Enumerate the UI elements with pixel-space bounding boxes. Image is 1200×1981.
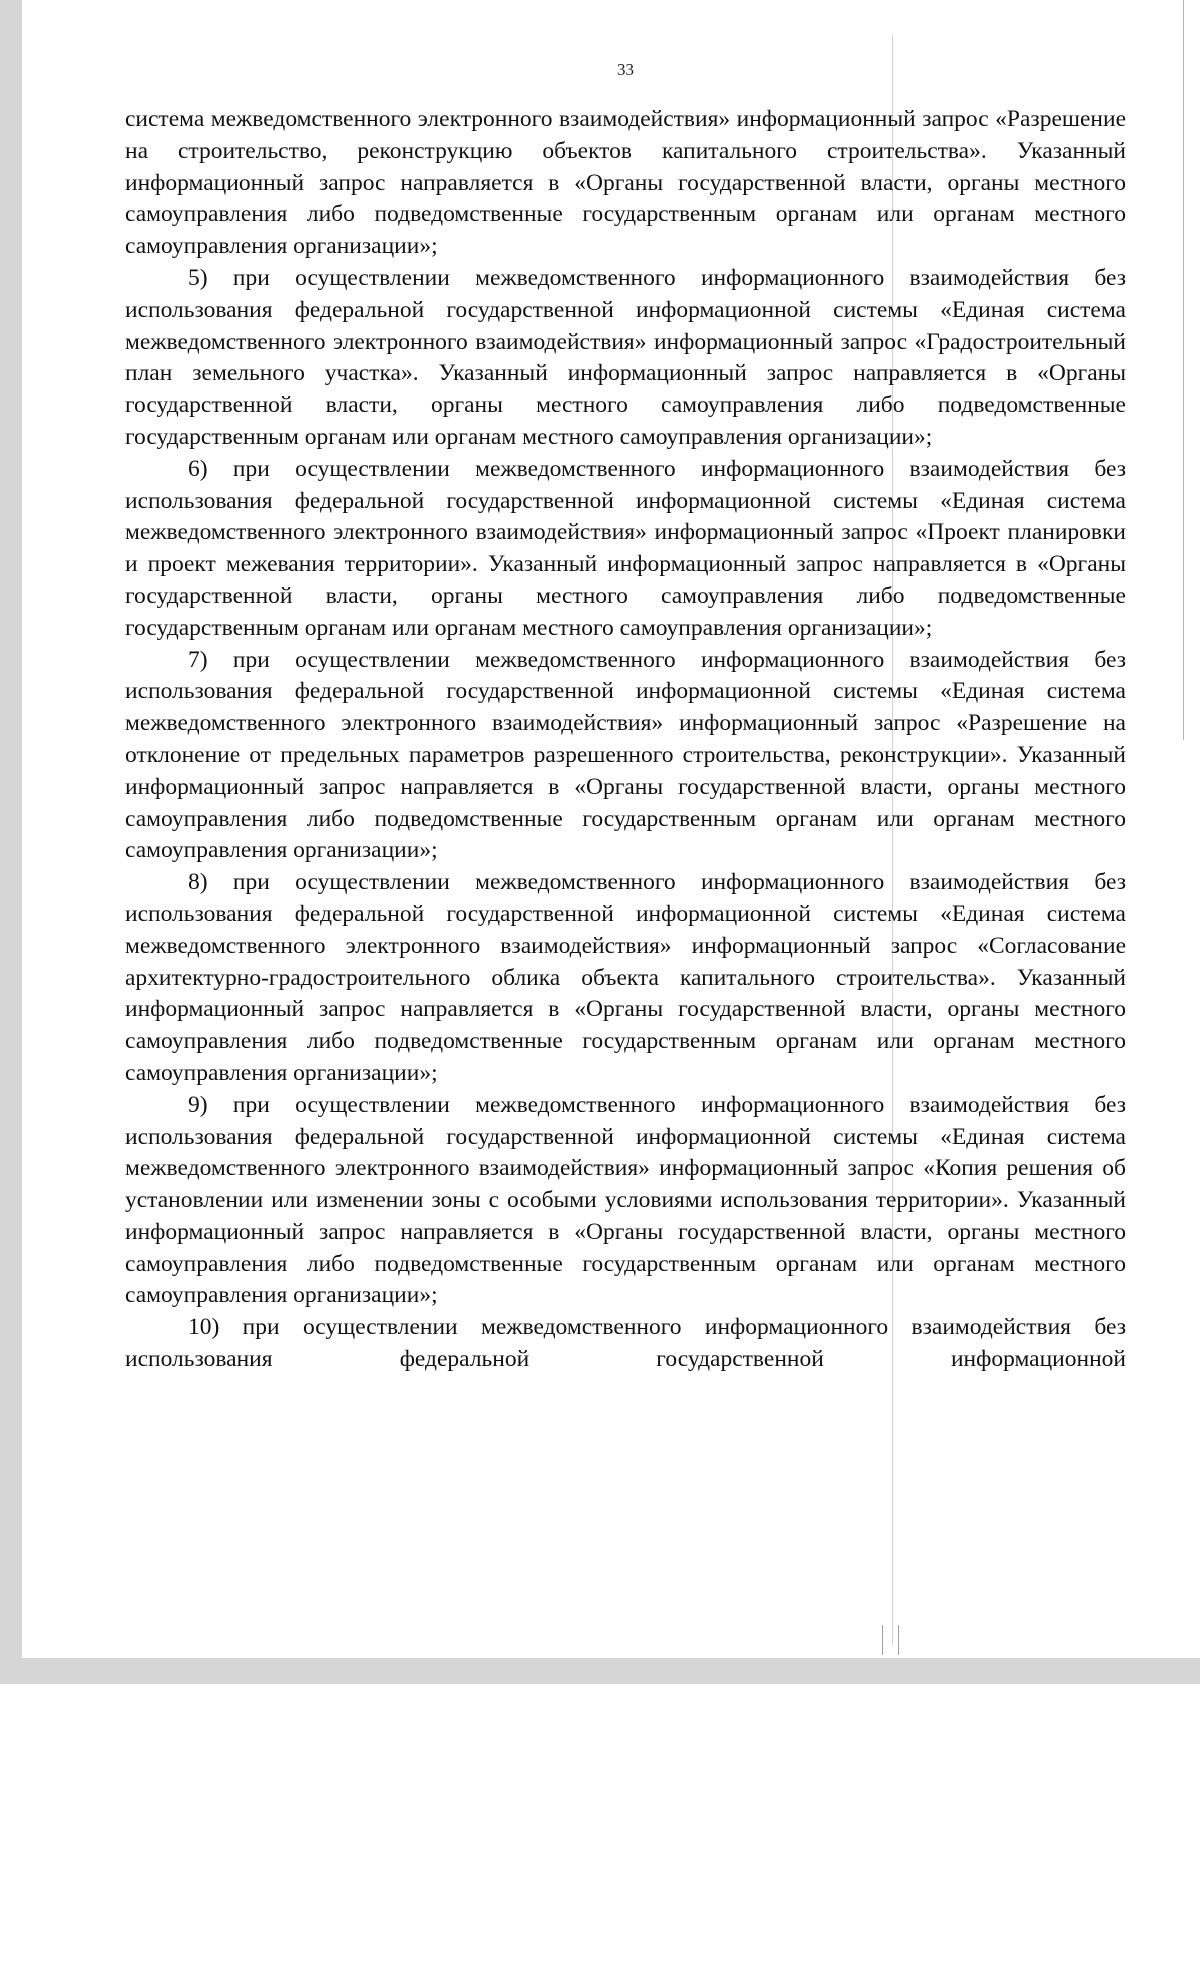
document-body (125, 104, 1126, 1376)
paragraph-continuation: система межведомственного электронного взаимодействия» информационный запрос «Разрешение на строительство, реконструкцию объектов капитального строительства». Указанный информационный запрос направляется в «Органы государственной власти, органы местного самоуправления либо подведомственные государственным органам или органам местного самоуправления организации»; (125, 106, 1126, 260)
paragraph-item-7: 7) при осуществлении межведомственного информационного взаимодействия без использования федеральной государственной информационной системы «Единая система межведомственного электронного взаимодействия» информационный запрос «Разрешение на отклонение от предельных параметров разрешенного строительства, реконструкции». Указанный информационный запрос направляется в «Органы государственной власти, органы местного самоуправления либо подведомственные государственным органам или органам местного самоуправления организации»; (125, 646, 1126, 864)
fold-line (882, 1625, 883, 1655)
paragraph-item-6: 6) при осуществлении межведомственного информационного взаимодействия без использования федеральной государственной информационной системы «Единая система межведомственного электронного взаимодействия» информационный запрос «Проект планировки и проект межевания территории». Указанный информационный запрос направляется в «Органы государственной власти, органы местного самоуправления либо подведомственные государственным органам или органам местного самоуправления организации»; (125, 455, 1126, 641)
scan-edge-line (1183, 0, 1184, 740)
paragraph-item-9: 9) при осуществлении межведомственного информационного взаимодействия без использования федеральной государственной информационной системы «Единая система межведомственного электронного взаимодействия» информационный запрос «Копия решения об установлении или изменении зоны с особыми условиями использования территории». Указанный информационный запрос направляется в «Органы государственной власти, органы местного самоуправления либо подведомственные государственным органам или органам местного самоуправления организации»; (125, 1091, 1126, 1309)
paragraph-item-5: 5) при осуществлении межведомственного информационного взаимодействия без использования федеральной государственной информационной системы «Единая система межведомственного электронного взаимодействия» информационный запрос «Градостроительный план земельного участка». Указанный информационный запрос направляется в «Органы государственной власти, органы местного самоуправления либо подведомственные государственным органам или органам местного самоуправления организации»; (125, 264, 1126, 450)
fold-line (898, 1625, 899, 1655)
paragraph-item-10: 10) при осуществлении межведомственного информационного взаимодействия без использования федеральной государственной информационной (125, 1314, 1126, 1373)
page-number: 33 (617, 60, 634, 79)
paragraph-item-8: 8) при осуществлении межведомственного информационного взаимодействия без использования федеральной государственной информационной системы «Единая система межведомственного электронного взаимодействия» информационный запрос «Согласование архитектурно-градостроительного облика объекта капитального строительства». Указанный информационный запрос направляется в «Органы государственной власти, органы местного самоуправления либо подведомственные государственным органам или органам местного самоуправления организации»; (125, 869, 1126, 1086)
